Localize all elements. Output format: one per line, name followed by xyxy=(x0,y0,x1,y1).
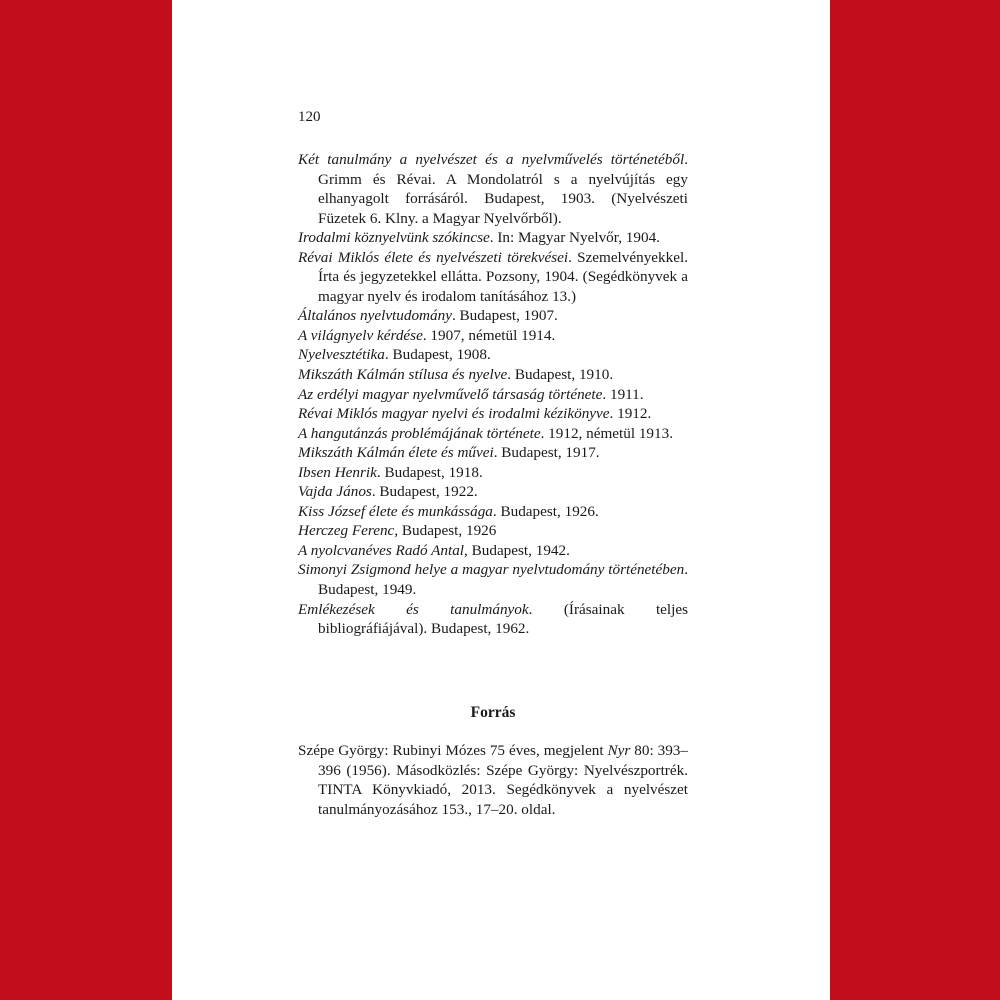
bibliography-entry xyxy=(298,541,688,561)
entry-details: 1911. xyxy=(609,385,644,403)
bibliography-list xyxy=(298,150,688,639)
bibliography-entry xyxy=(298,248,688,307)
entry-title: Simonyi Zsigmond helye a magyar nyelvtudomány történetében xyxy=(298,561,685,579)
entry-details: Grimm és Révai. A Mondolatról s a nyelvújítás egy elhanyagolt forrásáról. Budapest, 1903. (Nyelvészeti Füzetek 6. Klny. a Magyar Nyelvőrből). xyxy=(318,170,688,227)
entry-title: Irodalmi köznyelvünk szókincse xyxy=(298,229,490,247)
source-text-before: Szépe György: Rubinyi Mózes 75 éves, megjelent xyxy=(298,742,608,759)
source-citation xyxy=(298,741,688,819)
bibliography-entry xyxy=(298,443,688,463)
bibliography-entry xyxy=(298,502,688,522)
entry-title: Mikszáth Kálmán élete és művei xyxy=(298,444,494,462)
entry-details: Budapest, 1926 xyxy=(401,522,497,540)
bibliography-entry xyxy=(298,600,688,639)
book-page xyxy=(172,0,830,1000)
entry-separator: . xyxy=(602,385,610,403)
entry-separator: . xyxy=(684,561,688,579)
entry-title: Emlékezések és tanulmányok xyxy=(298,600,529,618)
bibliography-entry xyxy=(298,482,688,502)
source-text-after: 80: 393–396 (1956). Másodközlés: Szépe György: Nyelvészportrék. TINTA Könyvkiadó, 2013. Segédkönyvek a nyelvészet tanulmányozásához 153., 17–20. oldal. xyxy=(318,742,688,818)
entry-separator: . xyxy=(528,600,564,618)
entry-separator: . xyxy=(568,248,578,266)
page-number: 120 xyxy=(298,109,321,125)
entry-separator: , xyxy=(394,522,402,540)
bibliography-entry xyxy=(298,385,688,405)
entry-title: A hangutánzás problémájának története xyxy=(298,424,541,442)
entry-details: 1912. xyxy=(617,405,652,423)
entry-title: A nyolcvanéves Radó Antal xyxy=(298,541,465,559)
entry-separator: . xyxy=(376,463,385,481)
entry-separator: . xyxy=(609,405,618,423)
bibliography-entry xyxy=(298,404,688,424)
entry-title: Révai Miklós élete és nyelvészeti törekvései xyxy=(298,248,569,266)
bibliography-entry xyxy=(298,560,688,599)
entry-details: Budapest, 1908. xyxy=(392,346,491,364)
entry-title: Általános nyelvtudomány xyxy=(298,307,452,325)
entry-separator: . xyxy=(492,502,501,520)
entry-separator: . xyxy=(422,326,431,344)
entry-details: Budapest, 1910. xyxy=(514,366,614,384)
entry-details: Budapest, 1949. xyxy=(318,581,417,599)
bibliography-entry xyxy=(298,365,688,385)
entry-details: 1907, németül 1914. xyxy=(430,326,556,344)
entry-details: Budapest, 1917. xyxy=(501,444,600,462)
entry-separator: . xyxy=(684,151,688,168)
bibliography-entry xyxy=(298,326,688,346)
entry-details: Budapest, 1907. xyxy=(459,307,558,325)
bibliography-entry xyxy=(298,463,688,483)
entry-details: (Írásainak teljes bibliográfiájával). Budapest, 1962. xyxy=(318,600,689,638)
entry-details: In: Magyar Nyelvőr, 1904. xyxy=(497,229,660,247)
entry-title: Nyelvesztétika xyxy=(298,346,385,364)
entry-details: Budapest, 1942. xyxy=(471,541,570,559)
entry-separator: . xyxy=(493,444,502,462)
bibliography-entry xyxy=(298,150,688,228)
entry-separator: , xyxy=(464,541,472,559)
entry-separator: . xyxy=(371,483,380,501)
source-journal: Nyr xyxy=(607,742,631,759)
entry-details: Budapest, 1922. xyxy=(379,483,478,501)
bibliography-entry xyxy=(298,424,688,444)
entry-details: Budapest, 1926. xyxy=(500,502,599,520)
entry-title: Mikszáth Kálmán stílusa és nyelve xyxy=(298,366,508,384)
entry-details: 1912, németül 1913. xyxy=(548,424,674,442)
entry-title: Két tanulmány a nyelvészet és a nyelvművelés történetéből xyxy=(298,151,685,168)
entry-details: Budapest, 1918. xyxy=(384,463,483,481)
entry-separator: . xyxy=(489,229,498,247)
entry-separator: . xyxy=(507,366,515,384)
bibliography-entry xyxy=(298,228,688,248)
entry-details: Szemelvényekkel. Írta és jegyzetekkel ellátta. Pozsony, 1904. (Segédkönyvek a magyar nyelv és irodalom tanításához 13.) xyxy=(318,248,688,305)
entry-separator: . xyxy=(540,424,549,442)
entry-separator: . xyxy=(384,346,393,364)
entry-title: Az erdélyi magyar nyelvművelő társaság története xyxy=(298,385,603,403)
entry-separator: . xyxy=(451,307,460,325)
bibliography-entry xyxy=(298,345,688,365)
section-heading: Forrás xyxy=(470,704,516,721)
entry-title: Vajda János xyxy=(298,483,372,501)
entry-title: Kiss József élete és munkássága xyxy=(298,502,493,520)
bibliography-entry xyxy=(298,521,688,541)
entry-title: A világnyelv kérdése xyxy=(298,326,423,344)
bibliography-entry xyxy=(298,306,688,326)
entry-title: Révai Miklós magyar nyelvi és irodalmi kézikönyve xyxy=(298,405,610,423)
entry-title: Ibsen Henrik xyxy=(298,463,377,481)
entry-title: Herczeg Ferenc xyxy=(298,522,395,540)
